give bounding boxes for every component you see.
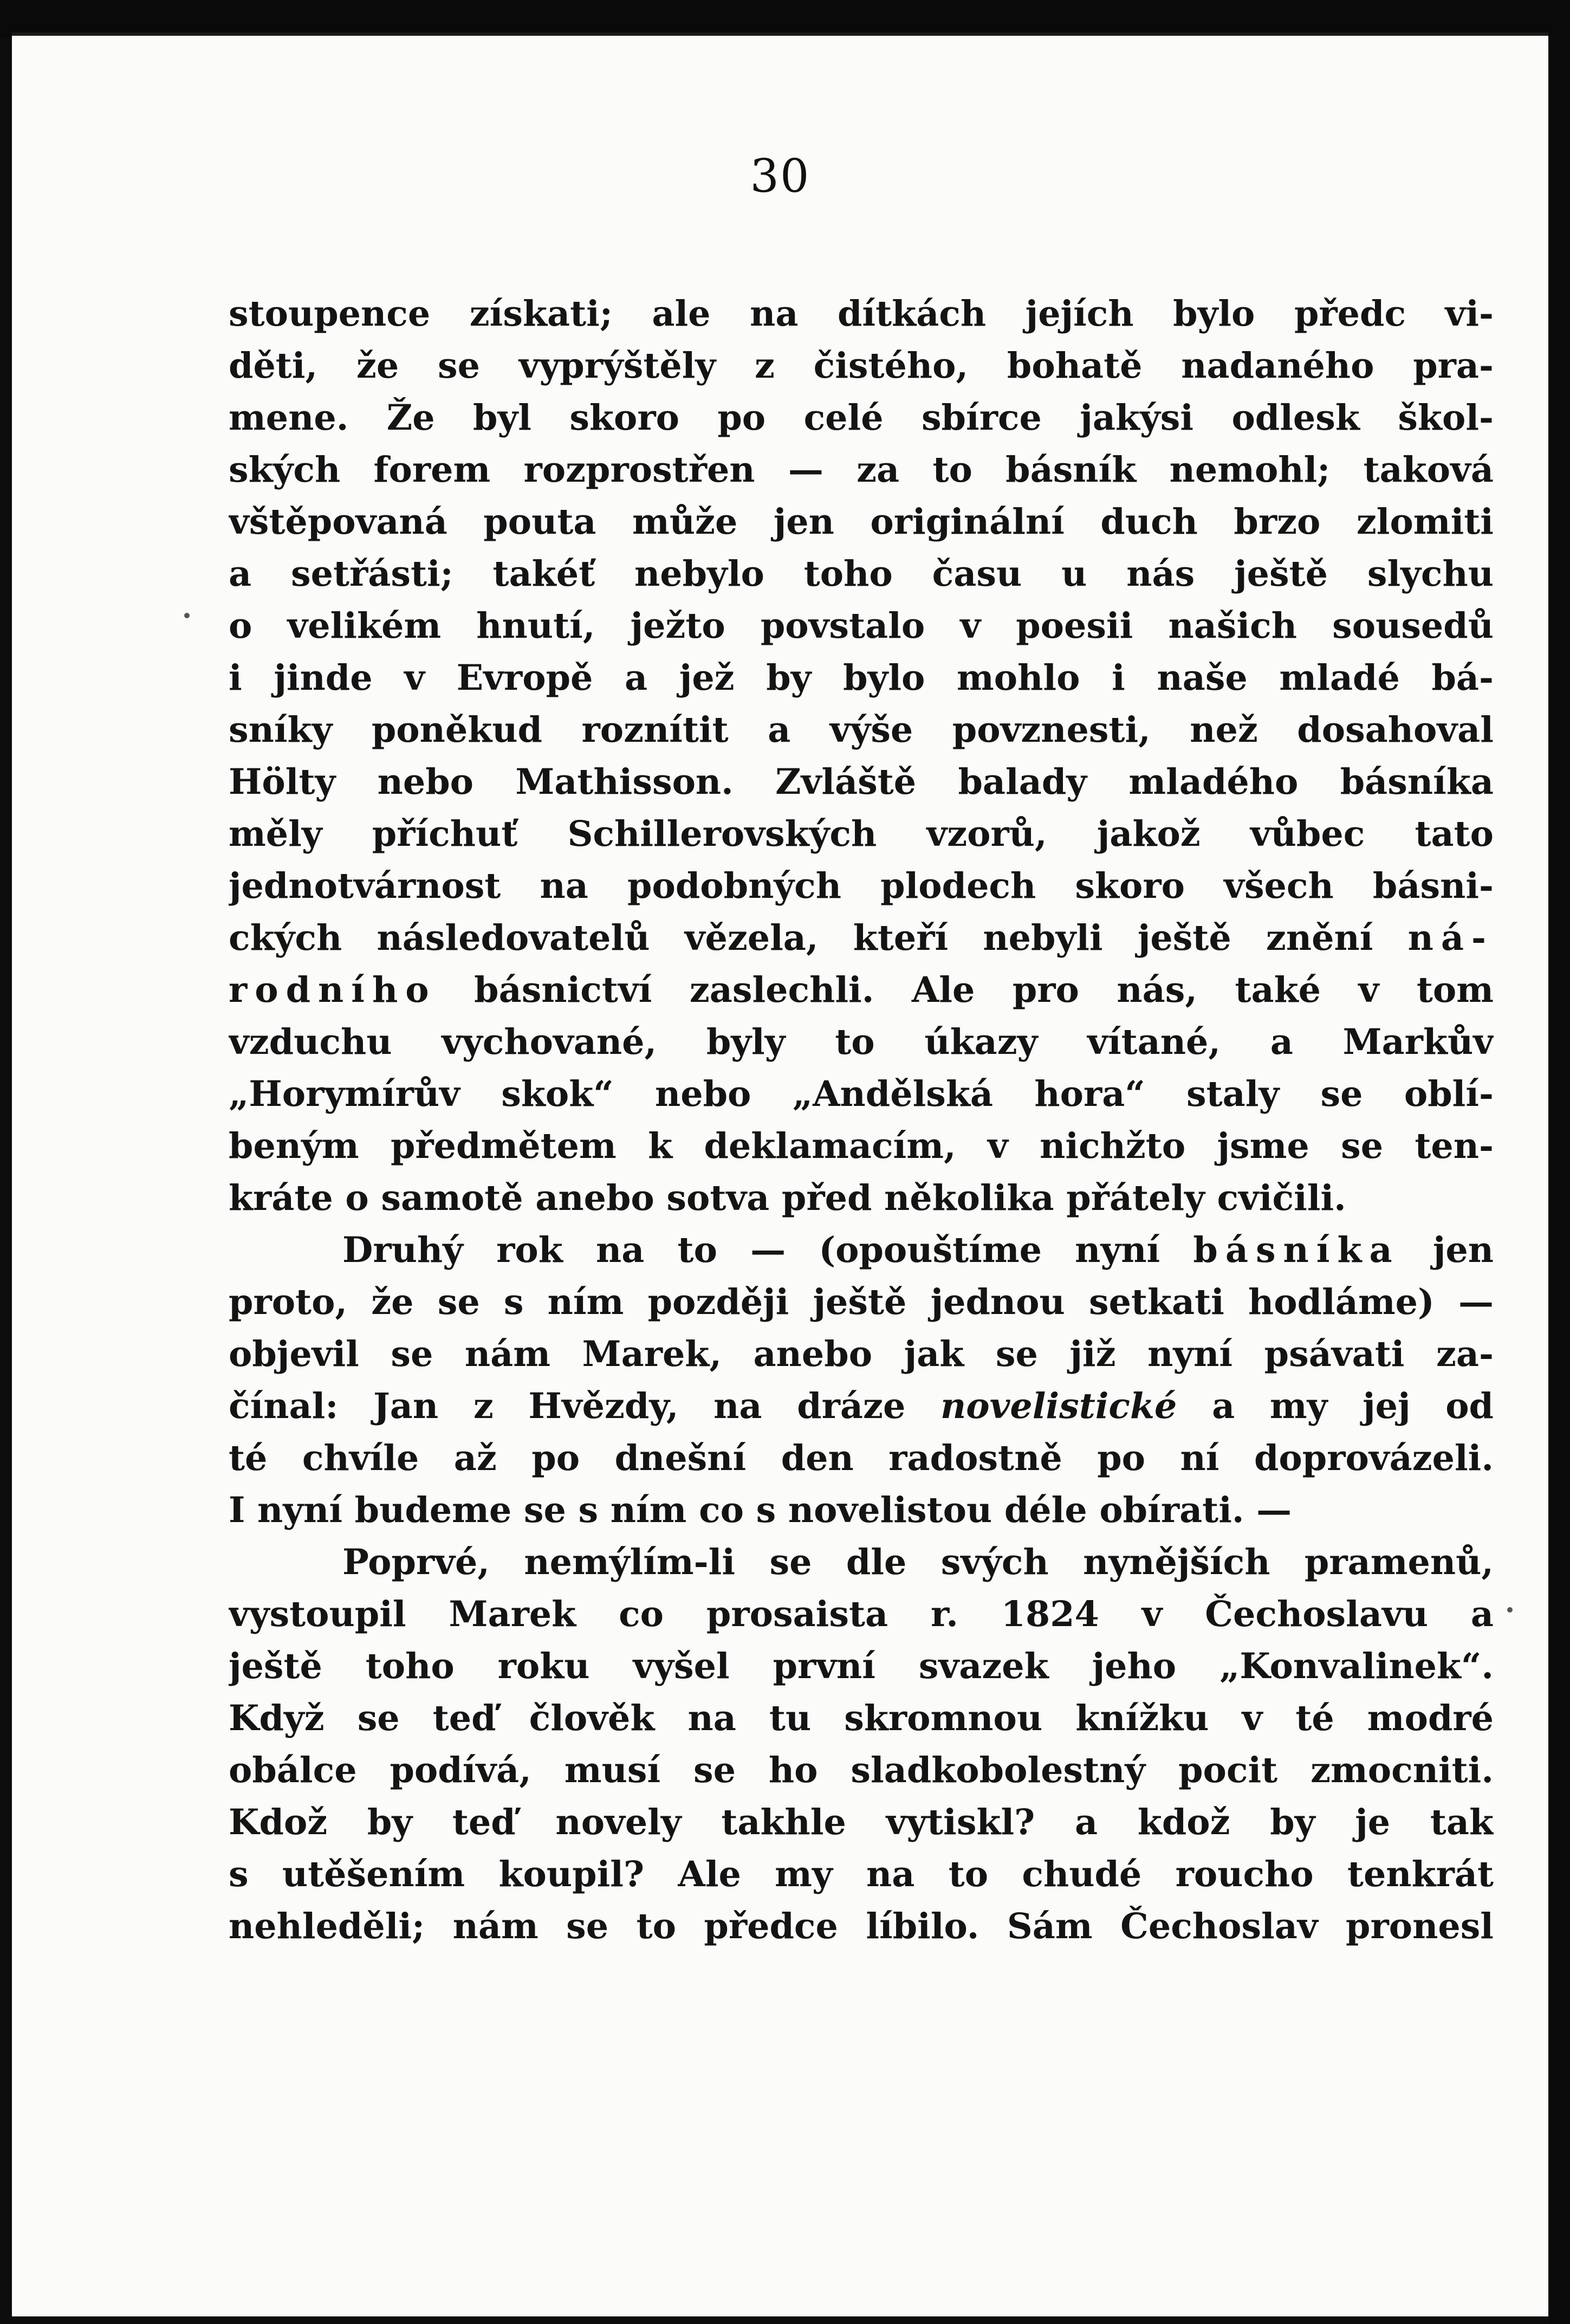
text-line [229, 1484, 1494, 1536]
text-segment: a setřásti; takéť nebylo toho času u nás ještě slychu [229, 553, 1494, 594]
scan-speck [184, 613, 190, 618]
text-line [229, 1432, 1494, 1484]
text-segment: Kdož by teď novely takhle vytiskl? a kdož by je tak [229, 1802, 1494, 1843]
text-segment: básnictví zaslechli. Ale pro nás, také v tom [436, 969, 1494, 1011]
text-line [229, 1640, 1494, 1692]
text-line [229, 444, 1494, 496]
text-segment: obálce podívá, musí se ho sladkobolestný pocit zmocniti. [229, 1750, 1494, 1791]
text-line [229, 964, 1494, 1016]
text-segment: vystoupil Marek co prosaista r. 1824 v Čechoslavu a [229, 1594, 1494, 1635]
text-segment: Poprvé, nemýlím-li se dle svých nynějších pramenů, [342, 1542, 1494, 1583]
text-segment: vštěpovaná pouta může jen originální duch brzo zlomiti [229, 501, 1494, 542]
spaced-emphasis: rodního [229, 969, 437, 1011]
text-line [229, 652, 1494, 704]
text-segment: Když se teď člověk na tu skromnou knížku v té modré [229, 1698, 1494, 1739]
text-segment: kráte o samotě anebo sotva před několika přátely cvičili. [229, 1177, 1346, 1219]
text-segment: a my jej od [1177, 1386, 1494, 1427]
text-segment: s utěšením koupil? Ale my na to chudé roucho tenkrát [229, 1854, 1494, 1895]
text-segment: Hölty nebo Mathisson. Zvláště balady mladého básníka [229, 761, 1494, 802]
text-line [229, 1744, 1494, 1796]
text-line [229, 548, 1494, 600]
text-segment: mene. Že byl skoro po celé sbírce jakýsi odlesk škol- [229, 397, 1494, 438]
text-line [229, 1068, 1494, 1120]
text-segment: jen [1399, 1229, 1494, 1271]
text-segment: ještě toho roku vyšel první svazek jeho „Konvalinek“. [229, 1646, 1494, 1687]
book-page [12, 33, 1548, 2316]
text-line [229, 1796, 1494, 1848]
text-segment: objevil se nám Marek, anebo jak se již nyní psávati za- [229, 1333, 1494, 1375]
text-segment: ckých následovatelů vězela, kteří nebyli ještě znění [229, 917, 1408, 959]
text-line [229, 1224, 1494, 1276]
text-line [229, 496, 1494, 548]
text-line [229, 912, 1494, 964]
text-line [229, 1848, 1494, 1900]
text-line [229, 392, 1494, 444]
text-segment: vzduchu vychované, byly to úkazy vítané, a Markův [229, 1021, 1494, 1063]
text-line [229, 340, 1494, 392]
text-segment: sníky poněkud roznítit a výše povznesti, než dosahoval [229, 709, 1494, 750]
text-segment: čínal: Jan z Hvězdy, na dráze [229, 1386, 940, 1427]
text-segment: té chvíle až po dnešní den radostně po ní doprovázeli. [229, 1438, 1494, 1479]
text-segment: nehleděli; nám se to předce líbilo. Sám Čechoslav pronesl [229, 1906, 1494, 1947]
text-line [229, 704, 1494, 756]
text-line [229, 1120, 1494, 1172]
spaced-emphasis: ná- [1407, 917, 1494, 959]
text-line [229, 1692, 1494, 1744]
text-line [229, 288, 1494, 340]
text-segment: jednotvárnost na podobných plodech skoro všech básni- [229, 865, 1494, 907]
text-line [229, 1900, 1494, 1952]
text-segment: děti, že se vyprýštěly z čistého, bohatě nadaného pra- [229, 345, 1494, 386]
italic-emphasis: novelistické [940, 1386, 1177, 1427]
text-line [229, 756, 1494, 808]
text-segment: proto, že se s ním později ještě jednou setkati hodláme) — [229, 1281, 1494, 1323]
text-segment: Druhý rok na to — (opouštíme nyní [342, 1229, 1193, 1271]
spaced-emphasis: básníka [1193, 1229, 1400, 1271]
text-line [229, 1328, 1494, 1380]
text-segment: ských forem rozprostřen — za to básník nemohl; taková [229, 449, 1494, 490]
text-segment: stoupence získati; ale na dítkách jejích bylo předc vi- [229, 293, 1494, 334]
page-number: 30 [750, 150, 810, 203]
text-line [229, 1380, 1494, 1432]
text-segment: beným předmětem k deklamacím, v nichžto jsme se ten- [229, 1125, 1494, 1167]
text-line [229, 1588, 1494, 1640]
text-segment: I nyní budeme se s ním co s novelistou déle obírati. — [229, 1490, 1292, 1531]
body-text [229, 288, 1494, 1952]
text-line [229, 1016, 1494, 1068]
scan-speck [1507, 1607, 1513, 1613]
text-segment: o velikém hnutí, ježto povstalo v poesii našich sousedů [229, 605, 1494, 646]
text-segment: „Horymírův skok“ nebo „Andělská hora“ staly se oblí- [229, 1073, 1494, 1115]
scan-border-right [1550, 0, 1570, 2324]
text-segment: i jinde v Evropě a jež by bylo mohlo i naše mladé bá- [229, 657, 1494, 698]
text-line [229, 1172, 1494, 1224]
text-line [229, 1536, 1494, 1588]
text-segment: měly příchuť Schillerovských vzorů, jakož vůbec tato [229, 813, 1494, 854]
text-line [229, 808, 1494, 860]
text-line [229, 860, 1494, 912]
text-line [229, 1276, 1494, 1328]
text-line [229, 600, 1494, 652]
